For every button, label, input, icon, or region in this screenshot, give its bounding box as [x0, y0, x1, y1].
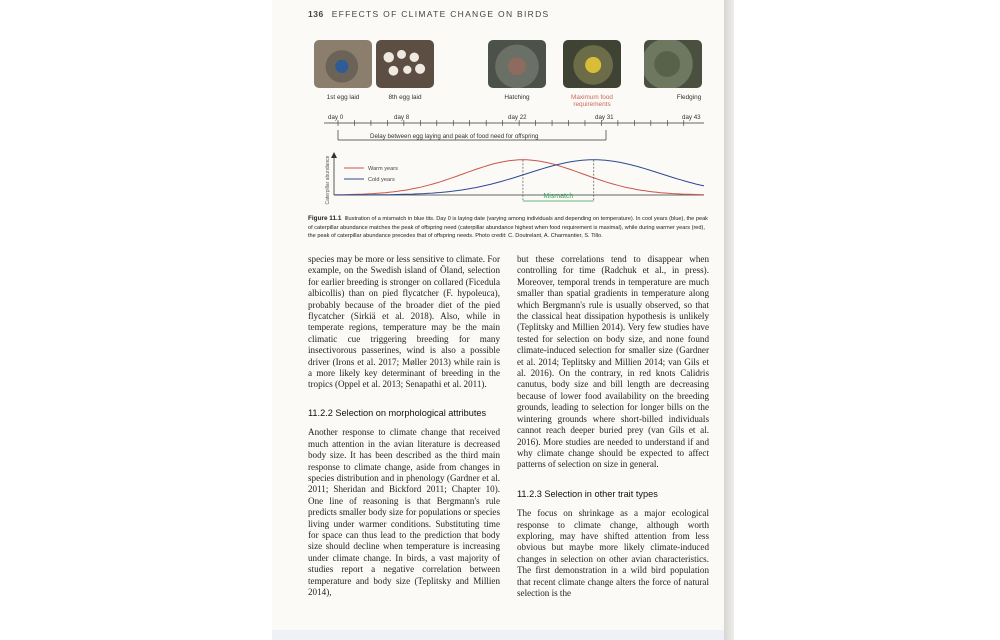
legend-label-warm: Warm years	[368, 166, 398, 172]
day-label-31: day 31	[595, 114, 614, 121]
legend-label-cold: Cold years	[368, 177, 395, 183]
figure-label: Figure 11.1	[308, 215, 342, 222]
photo-caption-2: 8th egg laid	[388, 94, 422, 101]
photo-caption-4	[547, 94, 637, 108]
photo-fledging	[644, 40, 702, 88]
mismatch-label: Mismatch	[543, 193, 574, 200]
section-heading-11-2-3: 11.2.3 Selection in other trait types	[517, 488, 658, 499]
running-head	[308, 9, 550, 19]
day-label-43: day 43	[682, 114, 701, 121]
figure-caption	[308, 215, 708, 241]
right-column	[517, 254, 709, 599]
page-number: 136	[308, 9, 324, 19]
delay-label: Delay between egg laying and peak of food need for offspring	[370, 133, 539, 140]
book-title: EFFECTS OF CLIMATE CHANGE ON BIRDS	[331, 9, 550, 19]
day-label-8: day 8	[394, 114, 410, 121]
photo-caption-4-line2: requirements	[573, 101, 611, 108]
photo-hatching	[488, 40, 546, 88]
left-paragraph-2: Another response to climate change that received much attention in the avian literature is decreased body size. It has been described as the third main response to climate change, aside from changes in species distribution and in phenology (Gardner et al. 2011; Sheridan and Bickford 2011; Chapter 10). One line of reasoning is that Bergmann's rule predicts smaller body size for populations or species living under warmer conditions. Substituting time for space can thus lead to the prediction that body size should decline when temperature is increasing under climate change. In birds, a vast majority of studies report a negative correlation between temperature and body size (Teplitsky and Millien 2014),	[308, 427, 500, 597]
timeline	[272, 108, 724, 144]
photo-caption-5: Fledging	[676, 94, 702, 101]
y-axis-label: Caterpillar abundance	[325, 155, 331, 205]
day-label-0: day 0	[328, 114, 344, 121]
left-column	[308, 254, 500, 598]
photo-eighth-egg	[376, 40, 434, 88]
y-axis-arrow	[331, 152, 337, 158]
abundance-chart	[272, 152, 724, 210]
day-label-22: day 22	[508, 114, 527, 121]
figure-caption-text: Illustration of a mismatch in blue tits. Day 0 is laying date (varying among individuals and depending on temperature). In cool years (blue), the peak of caterpillar abundance matches the peak of offspring need (caterpillar abundance highest when food requirement is maximal), while during warmer years (red), the peak of caterpillar abundance precedes that of offspring needs. Photo credit: C. Doutrelant, A. Charmantier, S. Tillo.	[308, 216, 708, 240]
section-heading-11-2-2: 11.2.2 Selection on morphological attributes	[308, 407, 487, 418]
book-page	[272, 0, 724, 640]
photo-caption-1: 1st egg laid	[326, 94, 360, 101]
photo-first-egg	[314, 40, 372, 88]
right-paragraph-1: but these correlations tend to disappear when controlling for time (Radchuk et al., in press). Moreover, temporal trends in temperature are much smaller than spatial gradients in temperature along which Bergmann's rule is usually observed, so that the classical heat dissipation hypothesis is unlikely (Teplitsky and Millien 2014). Very few studies have tested for selection on body size, and none found climate-induced selection for smaller size (Gardner et al. 2014; Teplitsky and Millien 2014; van Gils et al. 2016). On the contrary, in red knots Calidris canutus, body size and bill length are decreasing because of lower food availability on the breeding grounds, leading to selection for longer bills on the wintering grounds where short-billed individuals cannot reach deeper buried prey (van Gils et al. 2016). More studies are needed to understand if and why climate change should be expected to affect patterns of selection on size in general.	[517, 254, 709, 470]
left-paragraph-1: species may be more or less sensitive to climate. For example, on the Swedish island of Öland, selection for earlier breeding is stronger on collared (Ficedula albicollis) than on pied flycatcher (F. hypoleuca), probably because of the broader diet of the pied flycatcher (Sirkiä et al. 2018). Also, while in temperate regions, temperature may be the main climatic cue triggering breeding for many insectivorous passerines, wind is also a possible driver (Irons et al. 2017; Møller 2013) while rain is a more likely key determinant of breeding in the tropics (Oppel et al. 2013; Senapathi et al. 2011).	[308, 254, 500, 390]
photo-max-food	[563, 40, 621, 88]
right-paragraph-2: The focus on shrinkage as a major ecological response to climate change, although worth exploring, may have shifted attention from less obvious but maybe more likely climate-induced changes in selection on other avian characteristics. The first demonstration in a wild bird population that recent climate change alters the force of natural selection is the	[517, 508, 709, 598]
book-spine	[724, 0, 734, 640]
photo-caption-3: Hatching	[504, 94, 530, 101]
page-bottom-edge	[272, 630, 724, 640]
photo-caption-4-line1: Maximum food	[571, 94, 613, 101]
